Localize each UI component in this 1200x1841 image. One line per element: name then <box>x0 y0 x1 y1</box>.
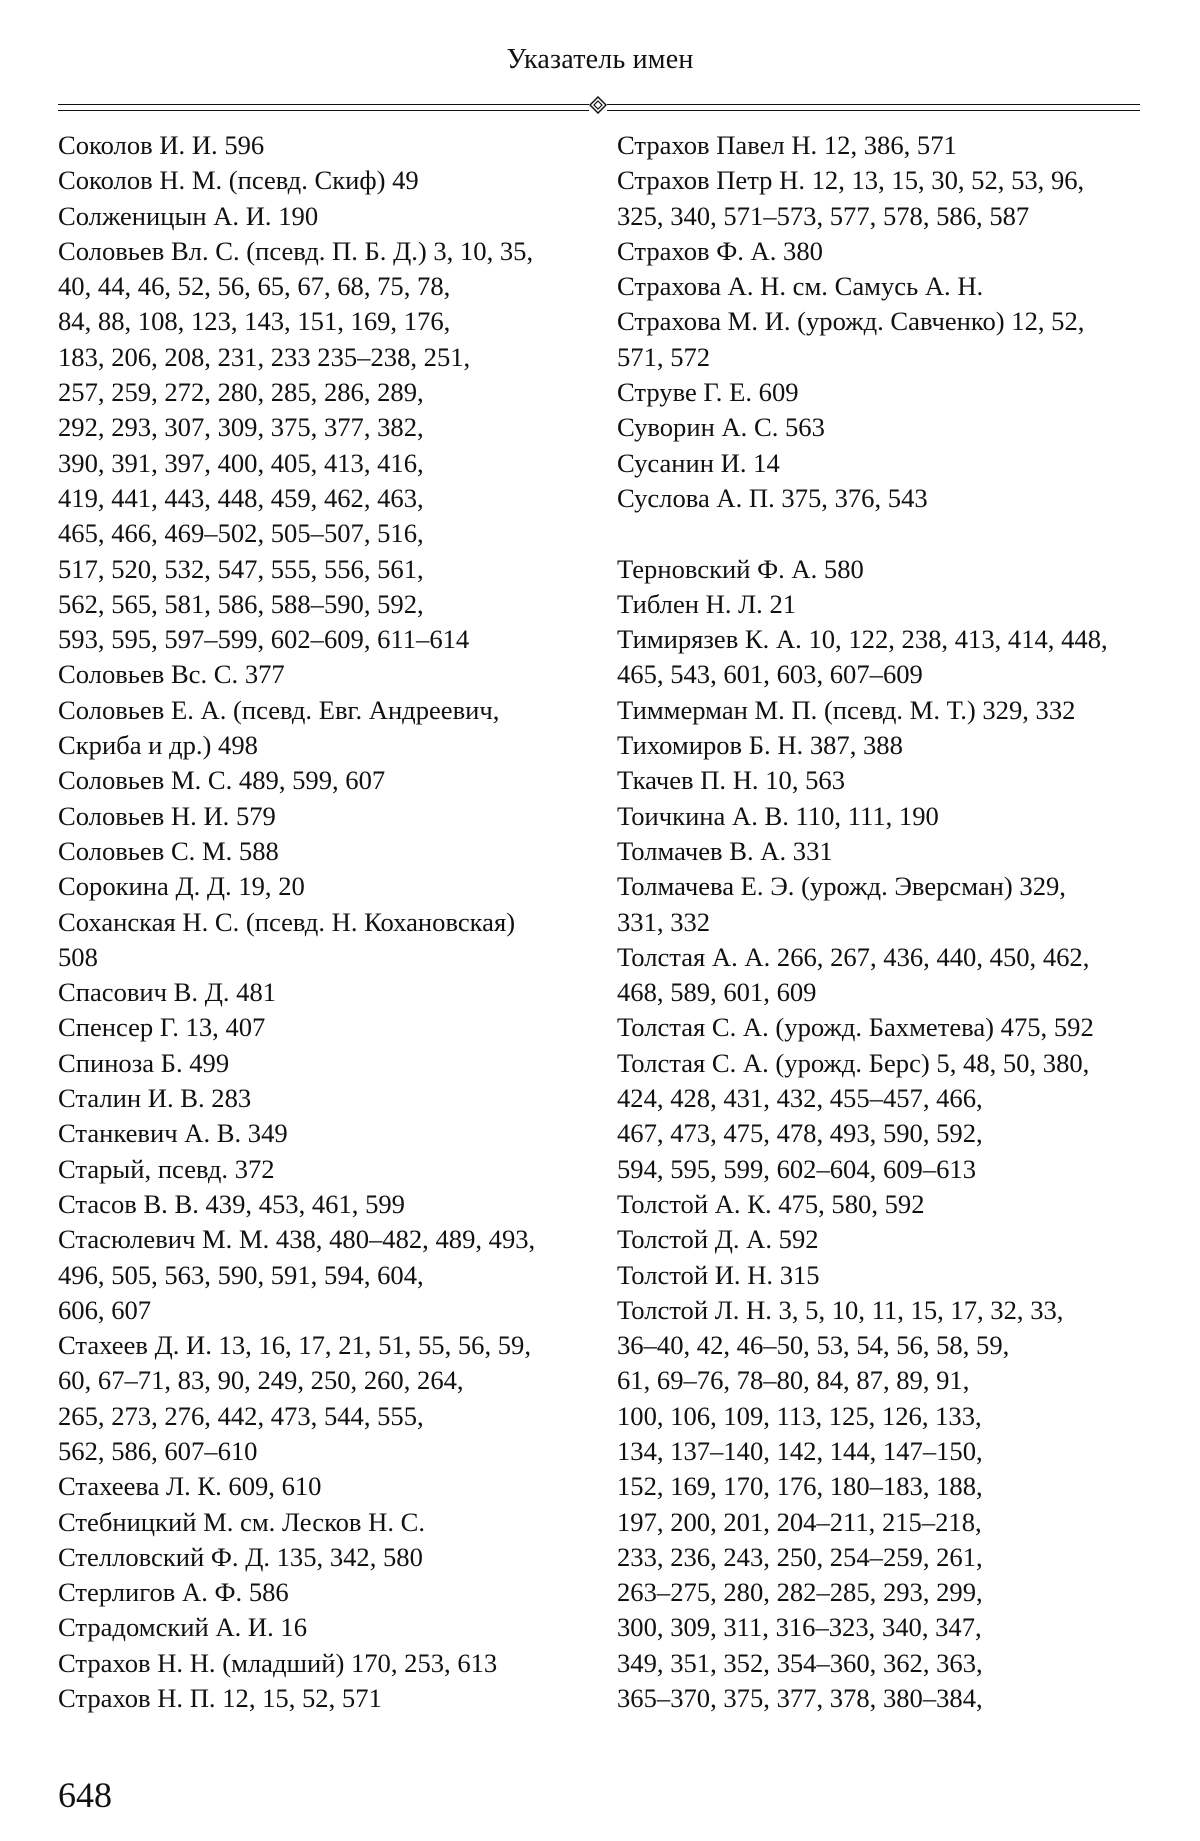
index-entry <box>617 552 1147 587</box>
entry-headline: Сорокина Д. Д. 19, 20 <box>58 871 305 902</box>
index-entry <box>58 163 588 198</box>
index-entry <box>617 1010 1147 1045</box>
index-entry <box>58 1469 588 1504</box>
entry-continuation: 152, 169, 170, 176, 180–183, 188, <box>617 1471 983 1502</box>
entry-continuation: 61, 69–76, 78–80, 84, 87, 89, 91, <box>617 1365 970 1396</box>
entry-headline: Тиблен Н. Л. 21 <box>617 588 797 619</box>
entry-headline: Спенсер Г. 13, 407 <box>58 1012 266 1043</box>
entry-continuation: 40, 44, 46, 52, 56, 65, 67, 68, 75, 78, <box>58 271 451 302</box>
running-header: Указатель имен <box>506 44 694 75</box>
entry-headline: Толстой Д. А. 592 <box>617 1224 819 1255</box>
index-entry <box>617 304 1147 375</box>
header-rule <box>58 104 1140 114</box>
index-entry <box>58 1116 588 1151</box>
index-entry <box>617 1187 1147 1222</box>
entry-headline: Тоичкина А. В. 110, 111, 190 <box>617 800 939 831</box>
entry-continuation: 300, 309, 311, 316–323, 340, 347, <box>617 1612 982 1643</box>
index-entry <box>58 834 588 869</box>
entry-headline: Стахеева Л. К. 609, 610 <box>58 1471 322 1502</box>
index-entry <box>58 128 588 163</box>
entry-continuation: 233, 236, 243, 250, 254–259, 261, <box>617 1541 983 1572</box>
entry-headline: Спасович В. Д. 481 <box>58 977 277 1008</box>
entry-headline: Толстой Л. Н. 3, 5, 10, 11, 15, 17, 32, 33, <box>617 1294 1064 1325</box>
entry-headline: Толстой И. Н. 315 <box>617 1259 820 1290</box>
index-entry <box>617 163 1147 234</box>
index-entry <box>58 1187 588 1222</box>
entry-continuation: 593, 595, 597–599, 602–609, 611–614 <box>58 624 470 655</box>
entry-continuation: 517, 520, 532, 547, 555, 556, 561, <box>58 553 424 584</box>
entry-headline: Стахеев Д. И. 13, 16, 17, 21, 51, 55, 56, 59, <box>58 1330 531 1361</box>
entry-headline: Сусанин И. 14 <box>617 447 780 478</box>
entry-continuation: 100, 106, 109, 113, 125, 126, 133, <box>617 1400 982 1431</box>
index-entry <box>617 1046 1147 1187</box>
index-entry <box>58 1505 588 1540</box>
index-entry <box>617 728 1147 763</box>
page-number: 648 <box>58 1775 112 1815</box>
index-entry <box>58 799 588 834</box>
entry-headline: Стасов В. В. 439, 453, 461, 599 <box>58 1188 405 1219</box>
entry-continuation: 465, 543, 601, 603, 607–609 <box>617 659 923 690</box>
index-entry <box>58 1575 588 1610</box>
entry-headline: Толмачев В. А. 331 <box>617 835 833 866</box>
entry-headline: Страхов Н. Н. (младший) 170, 253, 613 <box>58 1647 498 1678</box>
index-entry <box>58 1540 588 1575</box>
index-entry <box>58 1328 588 1469</box>
index-column-right <box>617 128 1147 1716</box>
entry-continuation: 562, 586, 607–610 <box>58 1435 258 1466</box>
index-entry <box>617 234 1147 269</box>
entry-headline: Соловьев С. М. 588 <box>58 835 279 866</box>
entry-headline: Соханская Н. С. (псевд. Н. Кохановская) <box>58 906 516 937</box>
entry-headline: Соловьев Вл. С. (псевд. П. Б. Д.) 3, 10, 35, <box>58 235 534 266</box>
entry-continuation: 467, 473, 475, 478, 493, 590, 592, <box>617 1118 983 1149</box>
entry-continuation: 292, 293, 307, 309, 375, 377, 382, <box>58 412 424 443</box>
entry-headline: Суворин А. С. 563 <box>617 412 825 443</box>
entry-headline: Страхова М. И. (урожд. Савченко) 12, 52, <box>617 306 1085 337</box>
entry-headline: Стерлигов А. Ф. 586 <box>58 1577 289 1608</box>
entry-continuation: 331, 332 <box>617 906 711 937</box>
entry-continuation: 84, 88, 108, 123, 143, 151, 169, 176, <box>58 306 451 337</box>
index-column-left <box>58 128 588 1716</box>
index-entry <box>617 940 1147 1011</box>
entry-headline: Стебницкий М. см. Лесков Н. С. <box>58 1506 426 1537</box>
entry-headline: Солженицын А. И. 190 <box>58 200 319 231</box>
entry-continuation: Скриба и др.) 498 <box>58 730 258 761</box>
entry-headline: Страхова А. Н. см. Самусь А. Н. <box>617 271 984 302</box>
index-entry <box>58 975 588 1010</box>
entry-headline: Страхов Ф. А. 380 <box>617 235 823 266</box>
entry-continuation: 606, 607 <box>58 1294 152 1325</box>
index-entry <box>617 375 1147 410</box>
index-entry <box>58 1222 588 1328</box>
index-entry <box>617 128 1147 163</box>
entry-continuation: 468, 589, 601, 609 <box>617 977 817 1008</box>
index-entry <box>58 869 588 904</box>
entry-headline: Соколов Н. М. (псевд. Скиф) 49 <box>58 165 419 196</box>
entry-headline: Тихомиров Б. Н. 387, 388 <box>617 730 903 761</box>
entry-continuation: 562, 565, 581, 586, 588–590, 592, <box>58 588 424 619</box>
index-entry <box>617 799 1147 834</box>
entry-continuation: 424, 428, 431, 432, 455–457, 466, <box>617 1083 983 1114</box>
index-entry <box>617 481 1147 516</box>
index-entry <box>617 446 1147 481</box>
index-entry <box>617 693 1147 728</box>
index-entry <box>617 410 1147 445</box>
index-entry <box>58 763 588 798</box>
entry-continuation: 325, 340, 571–573, 577, 578, 586, 587 <box>617 200 1030 231</box>
index-entry <box>617 622 1147 693</box>
entry-headline: Струве Г. Е. 609 <box>617 377 799 408</box>
entry-headline: Стелловский Ф. Д. 135, 342, 580 <box>58 1541 423 1572</box>
entry-headline: Соловьев М. С. 489, 599, 607 <box>58 765 386 796</box>
entry-headline: Спиноза Б. 499 <box>58 1047 230 1078</box>
entry-continuation: 594, 595, 599, 602–604, 609–613 <box>617 1153 977 1184</box>
entry-continuation: 390, 391, 397, 400, 405, 413, 416, <box>58 447 424 478</box>
entry-headline: Страхов Н. П. 12, 15, 52, 571 <box>58 1683 382 1714</box>
entry-continuation: 263–275, 280, 282–285, 293, 299, <box>617 1577 983 1608</box>
index-entry <box>617 1293 1147 1717</box>
entry-headline: Соколов И. И. 596 <box>58 130 265 160</box>
index-entry <box>617 587 1147 622</box>
entry-continuation: 36–40, 42, 46–50, 53, 54, 56, 58, 59, <box>617 1330 1010 1361</box>
entry-headline: Толстой А. К. 475, 580, 592 <box>617 1188 925 1219</box>
index-entry <box>58 905 588 976</box>
index-entry <box>58 1010 588 1045</box>
entry-headline: Страхов Павел Н. 12, 386, 571 <box>617 130 957 160</box>
entry-continuation: 496, 505, 563, 590, 591, 594, 604, <box>58 1259 424 1290</box>
index-entry <box>617 763 1147 798</box>
entry-headline: Стасюлевич М. М. 438, 480–482, 489, 493, <box>58 1224 536 1255</box>
entry-continuation: 183, 206, 208, 231, 233 235–238, 251, <box>58 341 471 372</box>
entry-headline: Тиммерман М. П. (псевд. М. Т.) 329, 332 <box>617 694 1076 725</box>
index-entry <box>58 1152 588 1187</box>
entry-headline: Старый, псевд. 372 <box>58 1153 275 1184</box>
entry-continuation: 197, 200, 201, 204–211, 215–218, <box>617 1506 982 1537</box>
index-entry <box>617 869 1147 940</box>
entry-headline: Толстая С. А. (урожд. Бахметева) 475, 592 <box>617 1012 1094 1043</box>
entry-continuation: 571, 572 <box>617 341 711 372</box>
entry-continuation: 257, 259, 272, 280, 285, 286, 289, <box>58 377 424 408</box>
diamond-ornament-icon <box>589 96 607 114</box>
entry-headline: Страдомский А. И. 16 <box>58 1612 308 1643</box>
entry-headline: Ткачев П. Н. 10, 563 <box>617 765 846 796</box>
entry-headline: Страхов Петр Н. 12, 13, 15, 30, 52, 53, 96, <box>617 165 1085 196</box>
entry-continuation: 265, 273, 276, 442, 473, 544, 555, <box>58 1400 424 1431</box>
entry-headline: Соловьев Е. А. (псевд. Евг. Андреевич, <box>58 694 500 725</box>
index-entry <box>58 1681 588 1716</box>
entry-headline: Толстая А. А. 266, 267, 436, 440, 450, 462, <box>617 941 1090 972</box>
entry-headline: Станкевич А. В. 349 <box>58 1118 288 1149</box>
entry-continuation: 465, 466, 469–502, 505–507, 516, <box>58 518 424 549</box>
index-entry <box>58 1646 588 1681</box>
entry-continuation: 419, 441, 443, 448, 459, 462, 463, <box>58 482 424 513</box>
index-entry <box>58 234 588 658</box>
entry-continuation: 365–370, 375, 377, 378, 380–384, <box>617 1683 983 1714</box>
index-entry <box>58 693 588 764</box>
index-entry <box>617 1222 1147 1257</box>
entry-headline: Терновский Ф. А. 580 <box>617 553 864 584</box>
entry-headline: Толстая С. А. (урожд. Берс) 5, 48, 50, 380, <box>617 1047 1090 1078</box>
entry-headline: Соловьев Н. И. 579 <box>58 800 276 831</box>
index-entry <box>58 1610 588 1645</box>
index-entry <box>617 269 1147 304</box>
entry-continuation: 508 <box>58 941 98 972</box>
index-entry <box>58 199 588 234</box>
index-entry <box>617 1258 1147 1293</box>
index-entry <box>58 1046 588 1081</box>
entry-headline: Суслова А. П. 375, 376, 543 <box>617 482 928 513</box>
entry-headline: Толмачева Е. Э. (урожд. Эверсман) 329, <box>617 871 1066 902</box>
entry-continuation: 349, 351, 352, 354–360, 362, 363, <box>617 1647 983 1678</box>
entry-headline: Тимирязев К. А. 10, 122, 238, 413, 414, 448, <box>617 624 1108 655</box>
entry-headline: Сталин И. В. 283 <box>58 1083 252 1114</box>
entry-headline: Соловьев Вс. С. 377 <box>58 659 285 690</box>
entry-continuation: 134, 137–140, 142, 144, 147–150, <box>617 1435 983 1466</box>
entry-continuation: 60, 67–71, 83, 90, 249, 250, 260, 264, <box>58 1365 464 1396</box>
index-entry <box>58 1081 588 1116</box>
index-entry <box>617 834 1147 869</box>
index-entry <box>58 657 588 692</box>
